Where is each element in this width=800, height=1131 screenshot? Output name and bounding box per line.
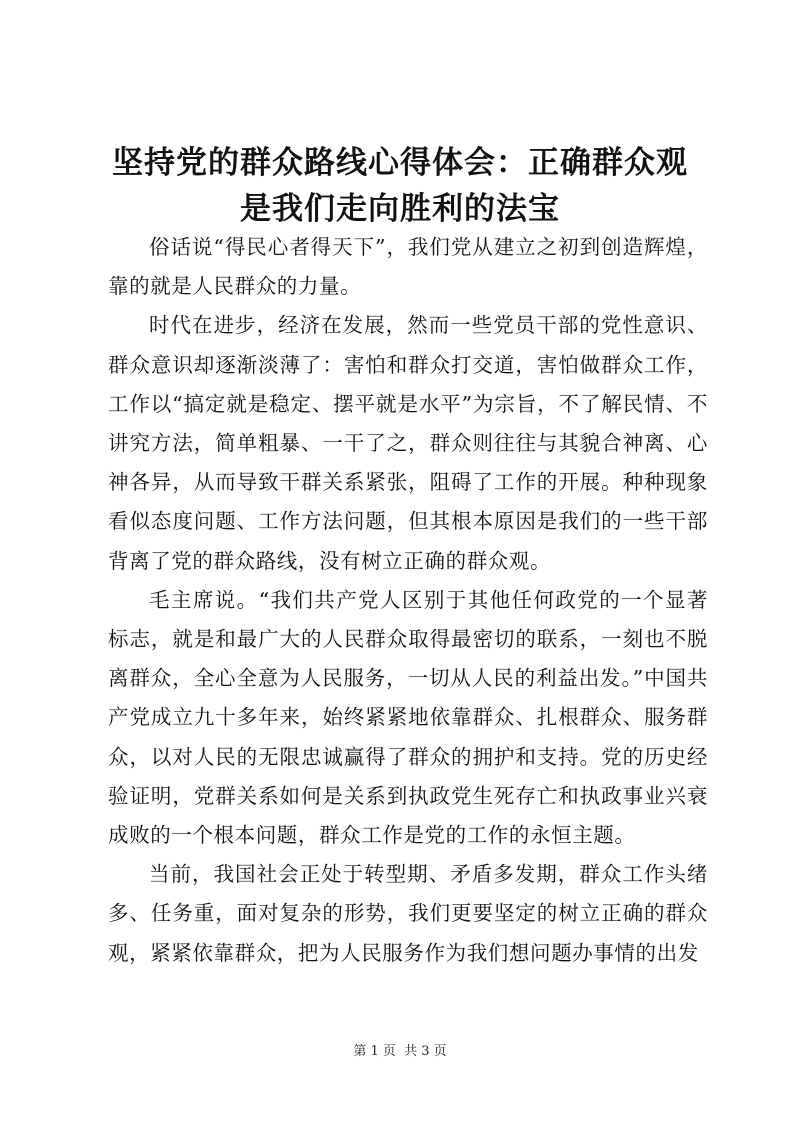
paragraph-4: 当前，我国社会正处于转型期、矛盾多发期，群众工作头绪多、任务重，面对复杂的形势，我们更要坚定的树立正确的群众观，紧紧依靠群众，把为人民服务作为我们想问题办事情的出发	[108, 862, 708, 965]
document-body	[108, 228, 708, 973]
paragraph-1: 俗话说“得民心者得天下”，我们党从建立之初到创造辉煌，靠的就是人民群众的力量。	[108, 235, 708, 299]
paragraph-2: 时代在进步，经济在发展，然而一些党员干部的党性意识、群众意识却逐渐淡薄了：害怕和群众打交道，害怕做群众工作，工作以“搞定就是稳定、摆平就是水平”为宗旨，不了解民情、不讲究方法，简单粗暴、一干了之，群众则往往与其貌合神离、心神各异，从而导致干群关系紧张，阻碍了工作的开展。种种现象看似态度问题、工作方法问题，但其根本原因是我们的一些干部背离了党的群众路线，没有树立正确的群众观。	[108, 313, 708, 573]
page-number-label: 第 1 页 共 3 页	[353, 1044, 447, 1059]
paragraph-3: 毛主席说。“我们共产党人区别于其他任何政党的一个显著标志，就是和最广大的人民群众取得最密切的联系，一刻也不脱离群众，全心全意为人民服务，一切从人民的利益出发。”中国共产党成立九十多年来，始终紧紧地依靠群众、扎根群众、服务群众，以对人民的无限忠诚赢得了群众的拥护和支持。党的历史经验证明，党群关系如何是关系到执政党生死存亡和执政事业兴衰成败的一个根本问题，群众工作是党的工作的永恒主题。	[108, 587, 708, 848]
document-title: 坚持党的群众路线心得体会：正确群众观是我们走向胜利的法宝	[112, 145, 688, 227]
page-footer	[0, 1043, 800, 1061]
